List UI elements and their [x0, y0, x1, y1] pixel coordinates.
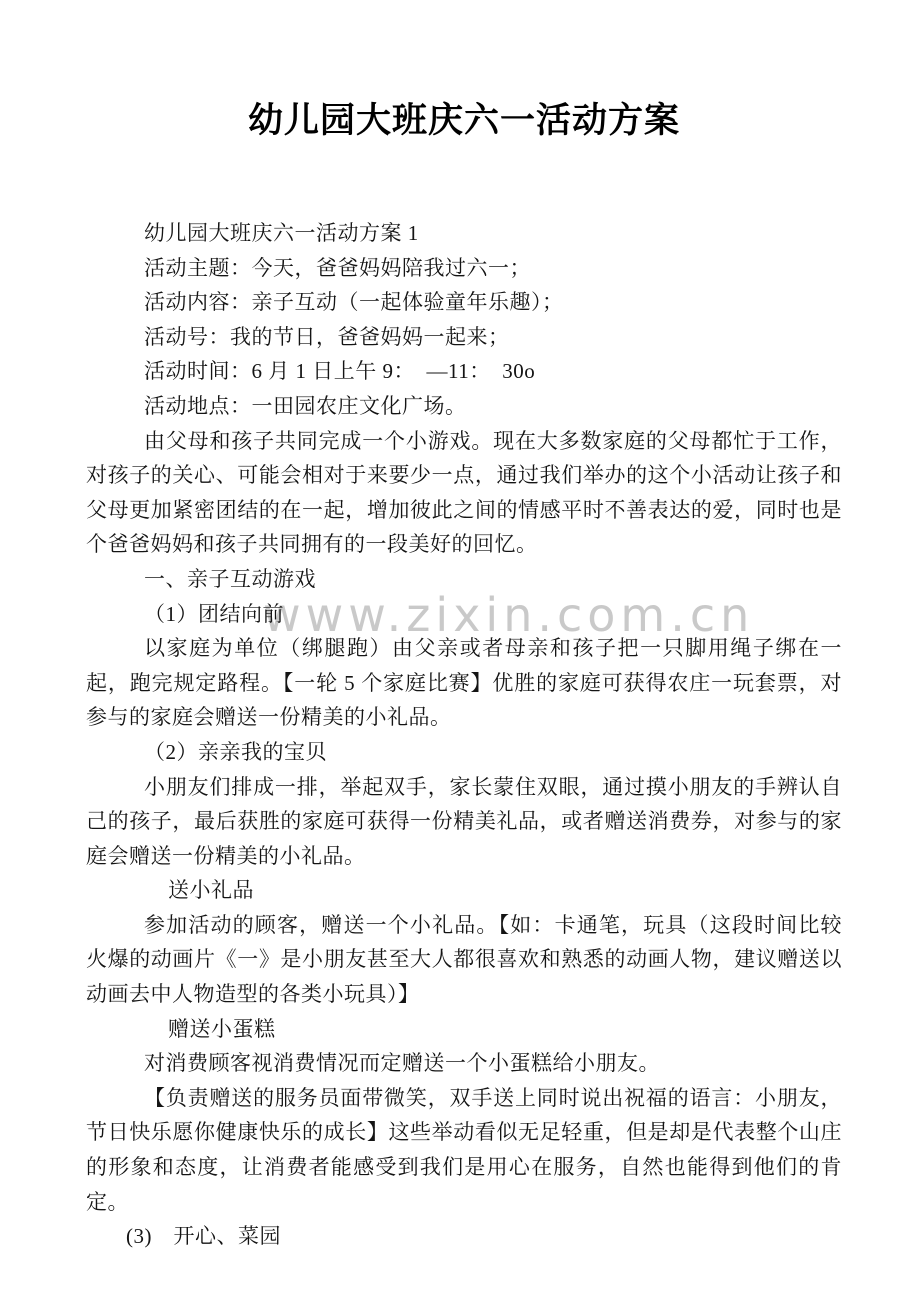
heading-game-2: （2）亲亲我的宝贝: [144, 739, 327, 764]
paragraph-activity-slogan: 活动号：我的节日，爸爸妈妈一起来；: [144, 324, 510, 349]
document-title: 幼儿园大班庆六一活动方案: [247, 101, 680, 140]
paragraph-activity-time: 活动时间：6 月 1 日上午 9： —11： 30o: [144, 359, 536, 384]
paragraph-service-note: 【负责赠送的服务员面带微笑，双手送上同时说出祝福的语言：小朋友，节日快乐愿你健康快乐的成长】这些举动看似无足轻重，但是却是代表整个山庄的形象和态度，让消费者能感受到我们是用心在服务，自然也能得到他们的肯定。: [86, 1085, 842, 1214]
paragraph-gift-detail: 参加活动的顾客，赠送一个小礼品。【如：卡通笔，玩具（这段时间比较火爆的动画片《一》是小朋友甚至大人都很喜欢和熟悉的动画人物，建议赠送以动画去中人物造型的各类小玩具）】: [86, 912, 842, 1007]
paragraph-game-1-detail: 以家庭为单位（绑腿跑）由父亲或者母亲和孩子把一只脚用绳子绑在一起，跑完规定路程。【一轮 5 个家庭比赛】优胜的家庭可获得农庄一玩套票，对参与的家庭会赠送一份精美的小礼品。: [86, 636, 842, 730]
document-body: [86, 216, 842, 1254]
heading-game-3: (3) 开心、菜园: [126, 1224, 281, 1249]
watermark-text: www.zixin.com.cn: [263, 588, 755, 642]
heading-section-1: 一、亲子互动游戏: [144, 566, 316, 591]
heading-game-1: （1）团结向前: [144, 601, 284, 626]
paragraph-activity-theme: 活动主题：今天，爸爸妈妈陪我过六一；: [144, 255, 531, 280]
paragraph-doc-subtitle: 幼儿园大班庆六一活动方案 1: [144, 221, 419, 245]
paragraph-activity-content: 活动内容：亲子互动（一起体验童年乐趣）；: [144, 290, 564, 315]
paragraph-activity-place: 活动地点：一田园农庄文化广场。: [144, 393, 467, 418]
paragraph-game-2-detail: 小朋友们排成一排，举起双手，家长蒙住双眼，通过摸小朋友的手辨认自己的孩子，最后获胜的家庭可获得一份精美礼品，或者赠送消费券，对参与的家庭会赠送一份精美的小礼品。: [86, 774, 842, 868]
paragraph-cake-detail: 对消费顾客视消费情况而定赠送一个小蛋糕给小朋友。: [144, 1051, 660, 1076]
paragraph-intro: 由父母和孩子共同完成一个小游戏。现在大多数家庭的父母都忙于工作，对孩子的关心、可能会相对于来要少一点，通过我们举办的这个小活动让孩子和父母更加紧密团结的在一起，增加彼此之间的情感平时不善表达的爱，同时也是个爸爸妈妈和孩子共同拥有的一段美好的回忆。: [86, 428, 842, 557]
heading-cake: 赠送小蛋糕: [168, 1016, 276, 1041]
heading-gift: 送小礼品: [168, 878, 254, 903]
